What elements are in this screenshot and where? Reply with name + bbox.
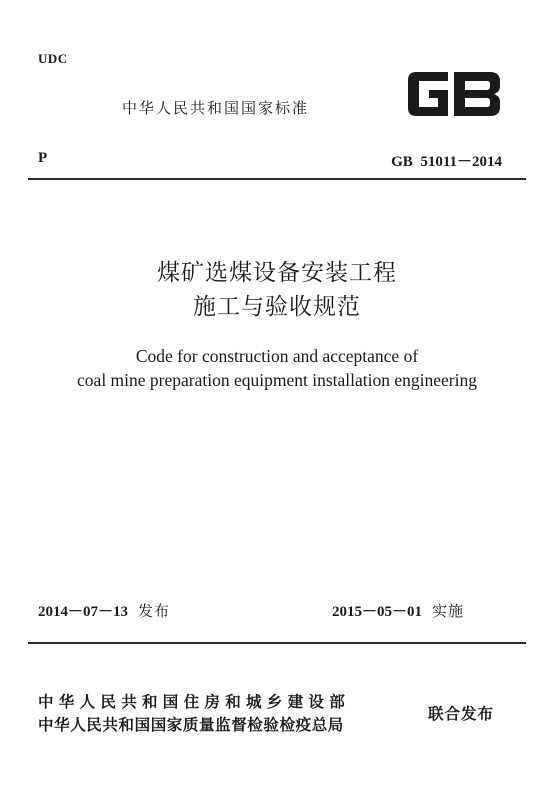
issuer-line-2: 中华人民共和国国家质量监督检验检疫总局 (38, 716, 344, 734)
implementation-label: 实施 (432, 602, 465, 620)
title-english-line-1: Code for construction and acceptance of (135, 346, 419, 366)
implementation-date-block (332, 600, 464, 621)
joint-issue-label: 联合发布 (428, 705, 495, 723)
issue-date: 2014－07－13 (38, 604, 129, 620)
issuer-line-1: 中华人民共和国住房和城乡建设部 (38, 693, 351, 711)
implementation-date: 2015－05－01 (332, 604, 423, 620)
issue-date-block (38, 600, 170, 621)
gb-logo (402, 64, 506, 124)
title-chinese-line-1: 煤矿选煤设备安装工程 (157, 260, 397, 286)
udc-label: UDC (38, 51, 68, 66)
standard-number: GB 51011－2014 (391, 154, 502, 170)
title-english-line-2: coal mine preparation equipment installation engineering (77, 370, 477, 390)
category-code: P (38, 150, 48, 166)
bottom-divider (28, 642, 526, 644)
national-standard-label: 中华人民共和国国家标准 (122, 99, 310, 117)
top-divider (28, 178, 526, 180)
issue-label: 发布 (138, 602, 171, 620)
title-chinese-line-2: 施工与验收规范 (193, 294, 361, 320)
